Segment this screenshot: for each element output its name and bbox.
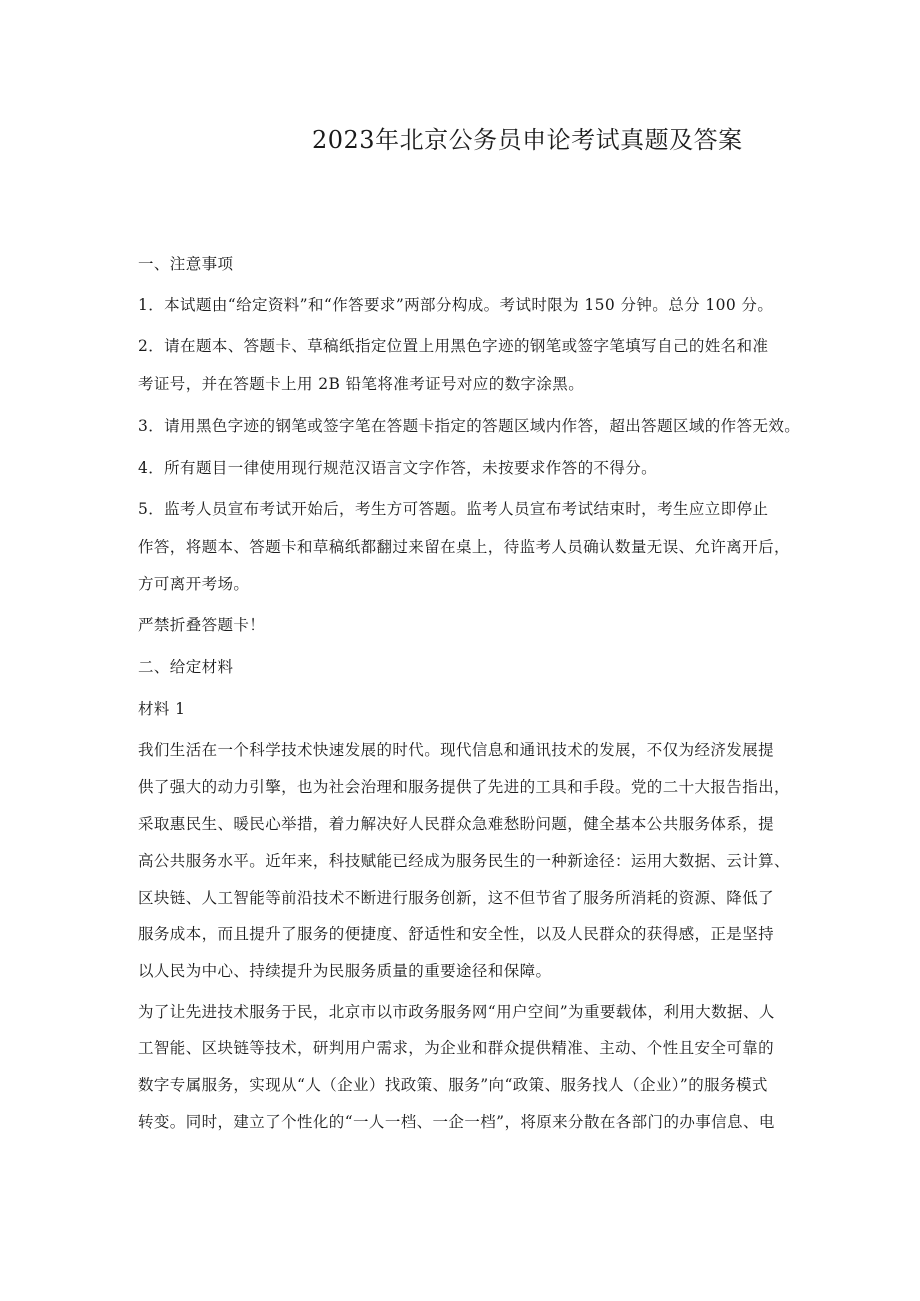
paragraph1-line-7: 以人民为中心、持续提升为民服务质量的重要途径和保障。 xyxy=(138,962,552,980)
paragraph1-line-4: 高公共服务水平。近年来，科技赋能已经成为服务民生的一种新途径：运用大数据、云计算、 xyxy=(138,852,790,870)
notice-item-5-line-1: 5．监考人员宣布考试开始后，考生方可答题。监考人员宣布考试结束时，考生应立即停止 xyxy=(138,500,769,518)
notice-item-5-line-2: 作答，将题本、答题卡和草稿纸都翻过来留在桌上，待监考人员确认数量无误、允许离开后， xyxy=(138,538,790,556)
paragraph2-line-2: 工智能、区块链等技术，研判用户需求，为企业和群众提供精准、主动、个性且安全可靠的 xyxy=(138,1039,775,1057)
paragraph1-line-1: 我们生活在一个科学技术快速发展的时代。现代信息和通讯技术的发展，不仅为经济发展提 xyxy=(138,741,775,759)
warning-text: 严禁折叠答题卡！ xyxy=(138,616,266,634)
notice-item-2-line-2: 考证号，并在答题卡上用 2B 铅笔将准考证号对应的数字涂黑。 xyxy=(138,375,585,393)
paragraph1-line-6: 服务成本，而且提升了服务的便捷度、舒适性和安全性，以及人民群众的获得感，正是坚持 xyxy=(138,925,775,943)
notice-item-2-line-1: 2．请在题本、答题卡、草稿纸指定位置上用黑色字迹的钢笔或签字笔填写自己的姓名和准 xyxy=(138,337,769,355)
material-heading: 二、给定材料 xyxy=(138,658,234,676)
notice-heading: 一、注意事项 xyxy=(138,255,234,273)
paragraph2-line-4: 转变。同时，建立了个性化的“一人一档、一企一档”，将原来分散在各部门的办事信息、电 xyxy=(138,1113,775,1131)
material-label: 材料 1 xyxy=(138,700,186,718)
notice-item-4-line-1: 4．所有题目一律使用现行规范汉语言文字作答，未按要求作答的不得分。 xyxy=(138,459,658,477)
notice-item-3-line-1: 3．请用黑色字迹的钢笔或签字笔在答题卡指定的答题区域内作答，超出答题区域的作答无效。 xyxy=(138,417,801,435)
paragraph1-line-2: 供了强大的动力引擎，也为社会治理和服务提供了先进的工具和手段。党的二十大报告指出， xyxy=(138,778,790,796)
paragraph2-line-3: 数字专属服务，实现从“人（企业）找政策、服务”向“政策、服务找人（企业）”的服务模式 xyxy=(138,1076,768,1094)
notice-item-1-line-1: 1．本试题由“给定资料”和“作答要求”两部分构成。考试时限为 150 分钟。总分 100 分。 xyxy=(138,296,774,314)
paragraph1-line-5: 区块链、人工智能等前沿技术不断进行服务创新，这不但节省了服务所消耗的资源、降低了 xyxy=(138,889,775,907)
paragraph2-line-1: 为了让先进技术服务于民，北京市以市政务服务网“用户空间”为重要载体，利用大数据、人 xyxy=(138,1003,775,1021)
notice-item-5-line-3: 方可离开考场。 xyxy=(138,575,250,593)
page-title: 2023年北京公务员申论考试真题及答案 xyxy=(312,126,743,154)
paragraph1-line-3: 采取惠民生、暖民心举措，着力解决好人民群众急难愁盼问题，健全基本公共服务体系，提 xyxy=(138,815,775,833)
